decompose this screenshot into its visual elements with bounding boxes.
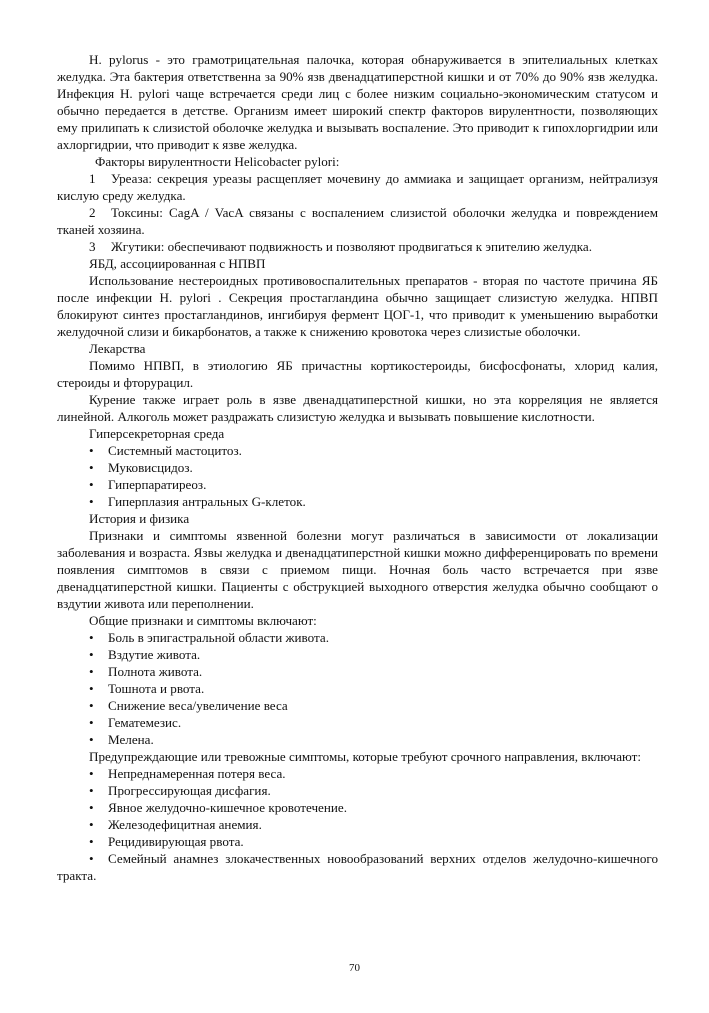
bullet-icon: • bbox=[89, 800, 94, 815]
paragraph-drugs: Помимо НПВП, в этиологию ЯБ причастны кортикостероиды, бисфосфонаты, хлорид калия, стероиды и фторурацил. bbox=[57, 358, 658, 390]
bullet-icon: • bbox=[89, 443, 94, 458]
list-number: 3 bbox=[89, 239, 96, 254]
list-number: 1 bbox=[89, 171, 96, 186]
list-item-text: Системный мастоцитоз. bbox=[108, 443, 242, 458]
bullet-icon: • bbox=[89, 766, 94, 781]
alarm-symptoms-list bbox=[57, 765, 658, 884]
list-item bbox=[57, 782, 658, 799]
list-item bbox=[57, 833, 658, 850]
list-item-text: Полнота живота. bbox=[108, 664, 203, 679]
heading-common-symptoms: Общие признаки и симптомы включают: bbox=[89, 613, 317, 628]
heading-history-physical: История и физика bbox=[89, 511, 190, 526]
paragraph-h-pylori: H. pylorus - это грамотрицательная палочка, которая обнаруживается в эпителиальных клетках желудка. Эта бактерия ответственна за 90% язв двенадцатиперстной кишки и от 70% до 90% язв желудка. Инфекция H. pylori чаще встречается среди лиц с более низким социально-экономическим статусом и обычно передается в детстве. Организм имеет широкий спектр факторов вирулентности, позволяющих ему прилипать к слизистой оболочке желудка и вызывать воспаление. Это приводит к гипохлоргидрии или ахлоргидрии, что приводит к язве желудка. bbox=[57, 52, 658, 152]
list-number: 2 bbox=[89, 205, 96, 220]
bullet-icon: • bbox=[89, 460, 94, 475]
list-item-text: Боль в эпигастральной области живота. bbox=[108, 630, 329, 645]
bullet-icon: • bbox=[89, 477, 94, 492]
list-item-text: Уреаза: секреция уреазы расщепляет мочевину до аммиака и защищает организм, нейтрализуя кислую среду желудка. bbox=[57, 171, 658, 203]
list-item bbox=[57, 765, 658, 782]
list-item-text: Прогрессирующая дисфагия. bbox=[108, 783, 271, 798]
list-item bbox=[57, 697, 658, 714]
list-item bbox=[57, 629, 658, 646]
paragraph-nsaid: Использование нестероидных противовоспалительных препаратов - вторая по частоте причина ЯБ после инфекции H. pylori . Секреция простагландина обычно защищает слизистую желудка. НПВП блокируют синтез простагландинов, ингибируя фермент ЦОГ-1, что приводит к уменьшению выработки желудочной слизи и бикарбонатов, а также к снижению кровотока через слизистые оболочки. bbox=[57, 273, 658, 339]
list-item-text: Железодефицитная анемия. bbox=[108, 817, 262, 832]
list-item bbox=[57, 663, 658, 680]
list-item bbox=[57, 459, 658, 476]
list-item-text: Токсины: CagA / VacA связаны с воспалением слизистой оболочки желудка и повреждением тканей хозяина. bbox=[57, 205, 658, 237]
bullet-icon: • bbox=[89, 715, 94, 730]
bullet-icon: • bbox=[89, 783, 94, 798]
bullet-icon: • bbox=[89, 664, 94, 679]
list-item-text: Жгутики: обеспечивают подвижность и позволяют продвигаться к эпителию желудка. bbox=[111, 239, 592, 254]
list-item-text: Гиперпаратиреоз. bbox=[108, 477, 207, 492]
paragraph-smoking: Курение также играет роль в язве двенадцатиперстной кишки, но эта корреляция не является линейной. Алкоголь может раздражать слизистую желудка и вызывать повышение кислотности. bbox=[57, 392, 658, 424]
bullet-icon: • bbox=[89, 681, 94, 696]
list-item-family-history bbox=[57, 850, 658, 884]
list-item bbox=[57, 731, 658, 748]
paragraph-history: Признаки и симптомы язвенной болезни могут различаться в зависимости от локализации заболевания и возраста. Язвы желудка и двенадцатиперстной кишки можно дифференцировать по времени появления симптомов в связи с приемом пищи. Ночная боль часто встречается при язве двенадцатиперстной кишки. Пациенты с обструкцией выходного отверстия желудка обычно сообщают о вздутии живота или переполнении. bbox=[57, 528, 658, 611]
list-item bbox=[57, 476, 658, 493]
list-item-text: Рецидивирующая рвота. bbox=[108, 834, 244, 849]
page-content bbox=[57, 51, 658, 884]
list-item bbox=[57, 646, 658, 663]
bullet-icon: • bbox=[89, 630, 94, 645]
list-item-text: Гиперплазия антральных G-клеток. bbox=[108, 494, 306, 509]
list-item bbox=[57, 816, 658, 833]
list-item-text: Непреднамеренная потеря веса. bbox=[108, 766, 286, 781]
list-item-urease bbox=[57, 170, 658, 204]
heading-hypersecretory: Гиперсекреторная среда bbox=[89, 426, 225, 441]
bullet-icon: • bbox=[89, 817, 94, 832]
bullet-icon: • bbox=[89, 647, 94, 662]
list-item-text: Явное желудочно-кишечное кровотечение. bbox=[108, 800, 347, 815]
bullet-icon: • bbox=[89, 698, 94, 713]
list-item-flagella bbox=[57, 238, 658, 255]
list-item-text: Тошнота и рвота. bbox=[108, 681, 205, 696]
bullet-icon: • bbox=[89, 851, 94, 866]
common-symptoms-list bbox=[57, 629, 658, 748]
heading-virulence-factors: Факторы вирулентности Helicobacter pylori: bbox=[95, 154, 340, 169]
list-item-text: Семейный анамнез злокачественных новообразований верхних отделов желудочно-кишечного тракта. bbox=[57, 851, 658, 883]
list-item-text: Мелена. bbox=[108, 732, 154, 747]
list-item-text: Вздутие живота. bbox=[108, 647, 201, 662]
heading-drugs: Лекарства bbox=[89, 341, 146, 356]
bullet-icon: • bbox=[89, 732, 94, 747]
heading-nsaid: ЯБД, ассоциированная с НПВП bbox=[89, 256, 266, 271]
hypersecretory-list bbox=[57, 442, 658, 510]
bullet-icon: • bbox=[89, 834, 94, 849]
list-item-text: Гематемезис. bbox=[108, 715, 182, 730]
paragraph-alarm-symptoms: Предупреждающие или тревожные симптомы, которые требуют срочного направления, включают: bbox=[89, 749, 641, 764]
list-item bbox=[57, 799, 658, 816]
bullet-icon: • bbox=[89, 494, 94, 509]
list-item-text: Снижение веса/увеличение веса bbox=[108, 698, 288, 713]
list-item bbox=[57, 442, 658, 459]
page-number: 70 bbox=[349, 962, 360, 974]
list-item bbox=[57, 714, 658, 731]
list-item-toxins bbox=[57, 204, 658, 238]
list-item bbox=[57, 493, 658, 510]
list-item bbox=[57, 680, 658, 697]
list-item-text: Муковисцидоз. bbox=[108, 460, 193, 475]
